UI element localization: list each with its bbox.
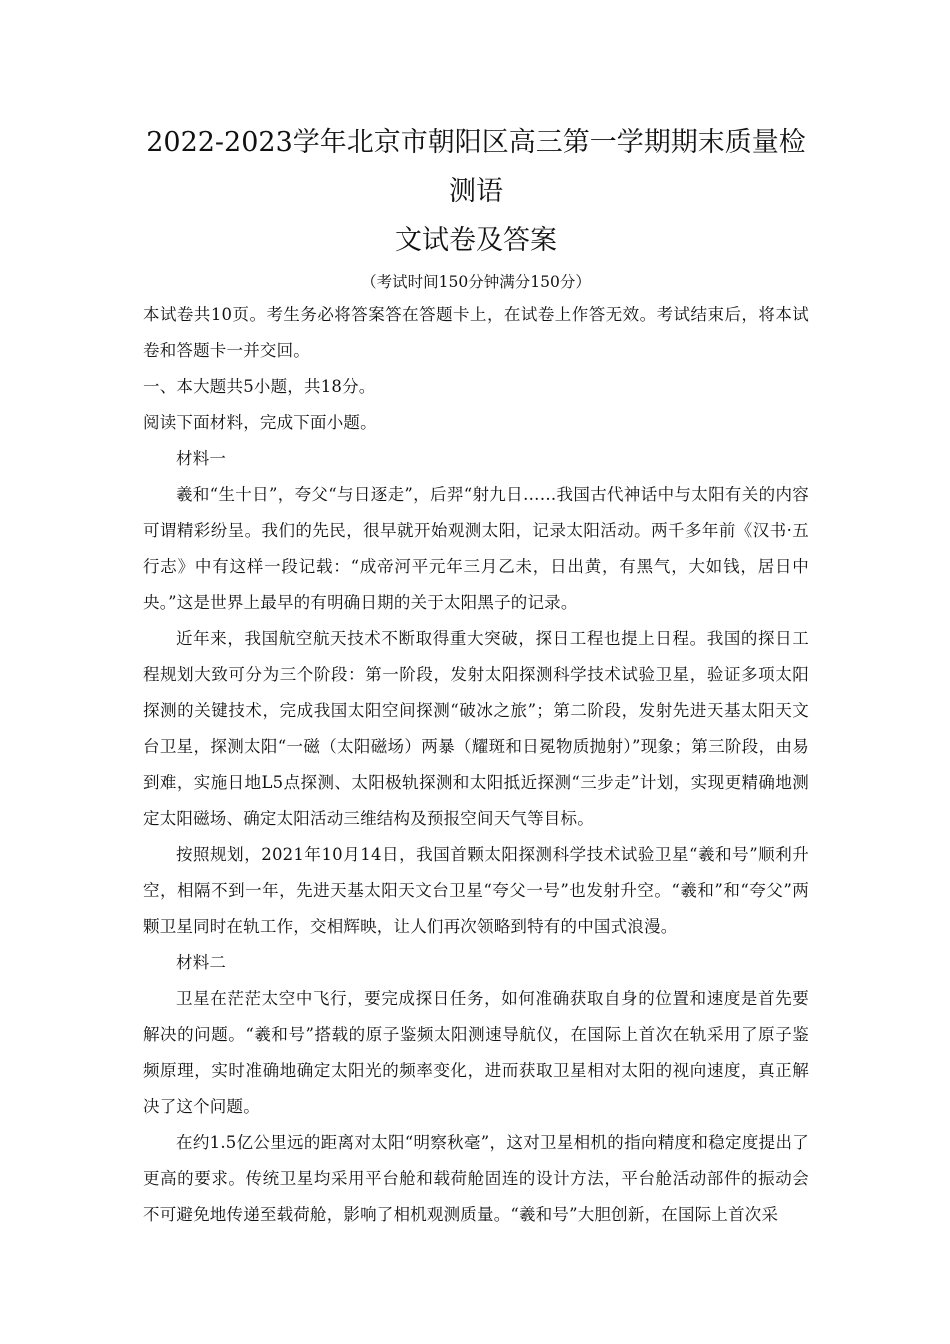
document-title [143,118,809,265]
reading-instruction: 阅读下面材料，完成下面小题。 [143,413,377,432]
material-2-paragraph: 卫星在茫茫太空中飞行，要完成探日任务，如何准确获取自身的位置和速度是首先要解决的问题。“羲和号”搭载的原子鉴频太阳测速导航仪，在国际上首次在轨采用了原子鉴频原理，实时准确地确定太阳光的频率变化，进而获取卫星相对太阳的视向速度，真正解决了这个问题。 [143,989,809,1116]
section-heading: 一、本大题共5小题，共18分。 [143,377,376,396]
material-1-heading: 材料一 [176,449,227,468]
document-page [143,118,809,1233]
material-2-heading: 材料二 [176,953,227,972]
title-line-1: 2022-2023学年北京市朝阳区高三第一学期期末质量检测语 [146,127,806,207]
title-line-2: 文试卷及答案 [395,225,557,256]
material-1-paragraph: 近年来，我国航空航天技术不断取得重大突破，探日工程也提上日程。我国的探日工程规划大致可分为三个阶段：第一阶段，发射太阳探测科学技术试验卫星，验证多项太阳探测的关键技术，完成我国太阳空间探测“破冰之旅”；第二阶段，发射先进天基太阳天文台卫星，探测太阳“一磁（太阳磁场）两暴（耀斑和日冕物质抛射）”现象；第三阶段，由易到难，实施日地L5点探测、太阳极轨探测和太阳抵近探测“三步走”计划，实现更精确地测定太阳磁场、确定太阳活动三维结构及预报空间天气等目标。 [143,629,809,828]
material-1-paragraph: 羲和“生十日”，夸父“与日逐走”，后羿“射九日……我国古代神话中与太阳有关的内容可谓精彩纷呈。我们的先民，很早就开始观测太阳，记录太阳活动。两千多年前《汉书·五行志》中有这样一段记载：“成帝河平元年三月乙未，日出黄，有黑气，大如钱，居日中央。”这是世界上最早的有明确日期的关于太阳黑子的记录。 [143,485,809,612]
exam-notice: 本试卷共10页。考生务必将答案答在答题卡上，在试卷上作答无效。考试结束后，将本试卷和答题卡一并交回。 [143,305,809,360]
exam-duration-subtitle: （考试时间150分钟满分150分） [361,273,591,291]
material-2-paragraph: 在约1.5亿公里远的距离对太阳“明察秋毫”，这对卫星相机的指向精度和稳定度提出了更高的要求。传统卫星均采用平台舱和载荷舱固连的设计方法，平台舱活动部件的振动会不可避免地传递至载荷舱，影响了相机观测质量。“羲和号”大胆创新，在国际上首次采 [143,1133,809,1224]
material-1-paragraph: 按照规划，2021年10月14日，我国首颗太阳探测科学技术试验卫星“羲和号”顺利升空，相隔不到一年，先进天基太阳天文台卫星“夸父一号”也发射升空。“羲和”和“夸父”两颗卫星同时在轨工作，交相辉映，让人们再次领略到特有的中国式浪漫。 [143,845,809,936]
